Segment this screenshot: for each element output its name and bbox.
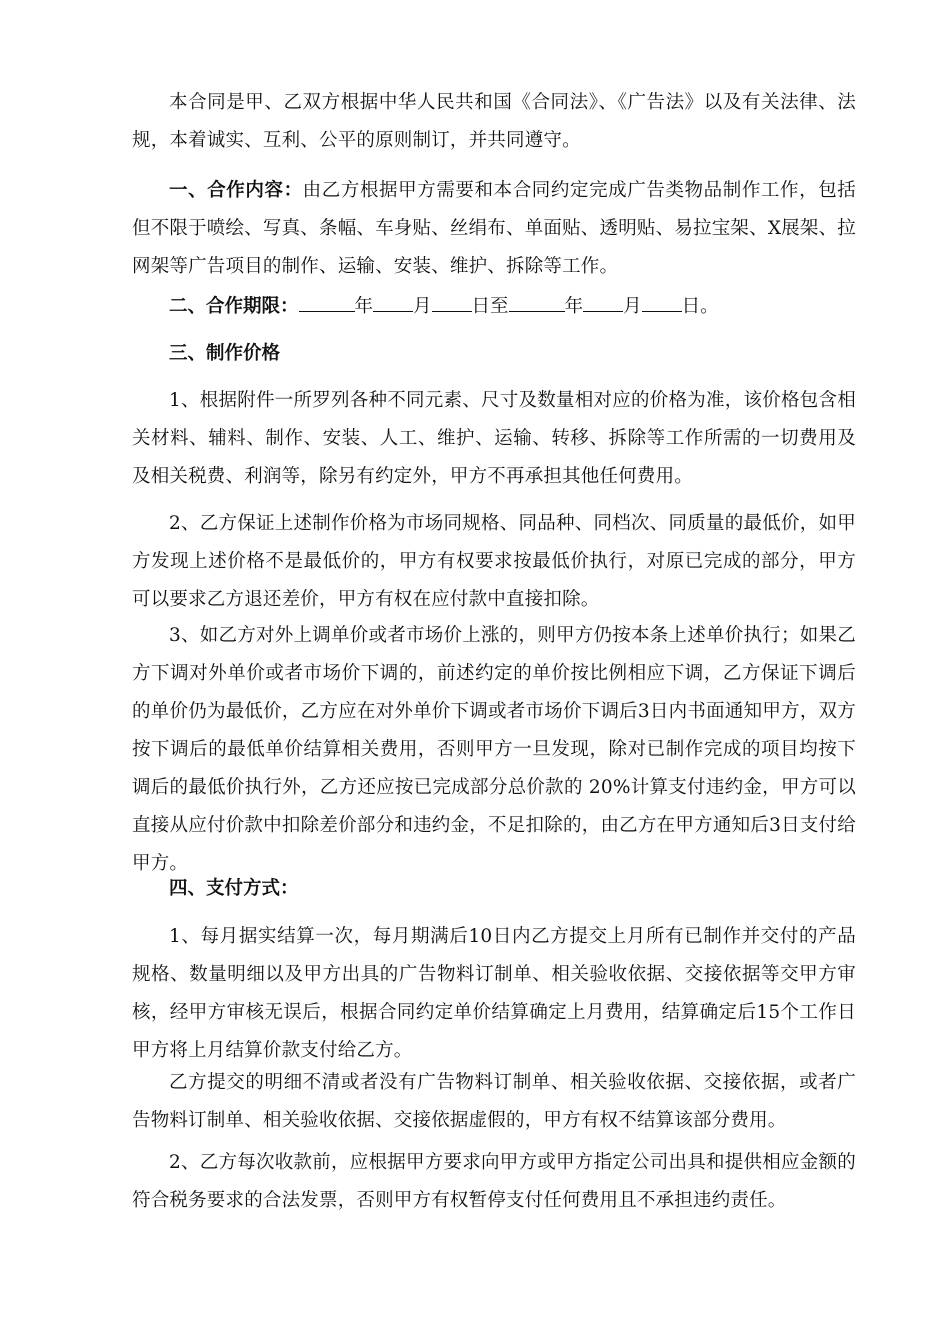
section-cooperation-period-title: 二、合作期限： <box>169 296 299 317</box>
end-month-label: 月 <box>623 296 642 317</box>
end-day-label: 日。 <box>681 296 719 317</box>
pricing-item-1: 1、根据附件一所罗列各种不同元素、尺寸及数量相对应的价格为准，该价格包含相关材料、辅料、制作、安装、人工、维护、运输、转移、拆除等工作所需的一切费用及及相关税费、利润等，除另有约定外，甲方不再承担其他任何费用。 <box>132 390 856 487</box>
pricing-item-3: 3、如乙方对外上调单价或者市场价上涨的，则甲方仍按本条上述单价执行；如果乙方下调对外单价或者市场价下调的，前述约定的单价按比例相应下调，乙方保证下调后的单价仍为最低价，乙方应在对外单价下调或者市场价下调后3日内书面通知甲方，双方按下调后的最低单价结算相关费用，否则甲方一旦发现，除对已制作完成的项目均按下调后的最低价执行外，乙方还应按已完成部分总价款的 20%计算支付违约金，甲方可以直接从应付价款中扣除差价部分和违约金，不足扣除的，由乙方在甲方通知后3日支付给甲方。 <box>132 625 856 874</box>
start-year-blank[interactable] <box>299 287 355 312</box>
start-year-label: 年 <box>354 296 374 317</box>
payment-item-1: 1、每月据实结算一次，每月期满后10日内乙方提交上月所有已制作并交付的产品规格、数量明细以及甲方出具的广告物料订制单、相关验收依据、交接依据等交甲方审核，经甲方审核无误后，根据合同约定单价结算确定上月费用，结算确定后15个工作日甲方将上月结算价款支付给乙方。 <box>132 926 856 1061</box>
end-day-blank[interactable] <box>642 287 682 312</box>
section-cooperation-period <box>169 287 719 326</box>
section-cooperation-content-body: 由乙方根据甲方需要和本合同约定完成广告类物品制作工作，包括但不限于喷绘、写真、条幅、车身贴、丝绢布、单面贴、透明贴、易拉宝架、X展架、拉网架等广告项目的制作、运输、安装、维护、拆除等工作。 <box>132 180 856 277</box>
end-year-blank[interactable] <box>509 287 565 312</box>
section-cooperation-content-title: 一、合作内容： <box>169 180 303 201</box>
start-day-blank[interactable] <box>432 287 472 312</box>
section-payment-title: 四、支付方式： <box>169 878 299 899</box>
start-day-label: 日至 <box>471 296 509 317</box>
payment-item-2: 2、乙方每次收款前，应根据甲方要求向甲方或甲方指定公司出具和提供相应金额的符合税务要求的合法发票，否则甲方有权暂停支付任何费用且不承担违约责任。 <box>132 1152 856 1211</box>
end-year-label: 年 <box>564 296 584 317</box>
section-cooperation-content <box>132 172 856 286</box>
pricing-item-2: 2、乙方保证上述制作价格为市场同规格、同品种、同档次、同质量的最低价，如甲方发现上述价格不是最低价的，甲方有权要求按最低价执行，对原已完成的部分，甲方可以要求乙方退还差价，甲方有权在应付款中直接扣除。 <box>132 513 856 610</box>
end-month-blank[interactable] <box>583 287 623 312</box>
start-month-blank[interactable] <box>373 287 413 312</box>
section-pricing-title: 三、制作价格 <box>169 343 281 364</box>
intro-paragraph: 本合同是甲、乙双方根据中华人民共和国《合同法》、《广告法》以及有关法律、法规，本着诚实、互利、公平的原则制订，并共同遵守。 <box>132 92 856 151</box>
start-month-label: 月 <box>413 296 432 317</box>
payment-item-1-note: 乙方提交的明细不清或者没有广告物料订制单、相关验收依据、交接依据，或者广告物料订制单、相关验收依据、交接依据虚假的，甲方有权不结算该部分费用。 <box>132 1072 856 1131</box>
